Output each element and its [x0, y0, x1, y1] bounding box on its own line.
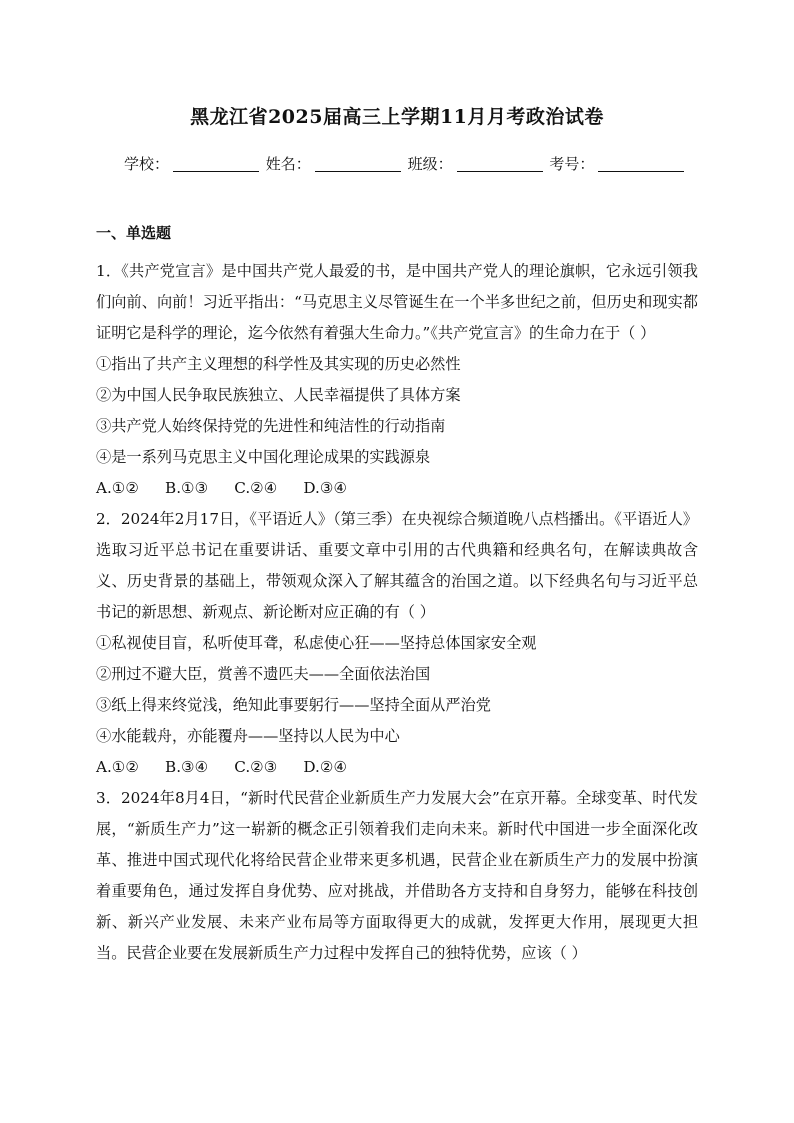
school-blank [173, 155, 259, 172]
question-stem: 3．2024年8月4日，“新时代民营企业新质生产力发展大会”在京开幕。全球变革、时代发展，“新质生产力”这一崭新的概念正引领着我们走向未来。新时代中国进一步全面深化改革、推进中国式现代化将给民营企业带来更多机遇，民营企业在新质生产力的发展中扮演着重要角色，通过发挥自身优势、应对挑战，并借助各方支持和自身努力，能够在科技创新、新兴产业发展、未来产业布局等方面取得更大的成就，发挥更大作用，展现更大担当。民营企业要在发展新质生产力过程中发挥自己的独特优势，应该（ ） [96, 789, 698, 962]
answer-b: B.①③ [165, 479, 209, 497]
option-item: ③共产党人始终保持党的先进性和纯洁性的行动指南 [96, 417, 446, 435]
answer-choices [96, 752, 698, 783]
class-blank [457, 155, 543, 172]
answer-d: D.③④ [303, 479, 348, 497]
question-stem: 2．2024年2月17日，《平语近人》（第三季）在央视综合频道晚八点档播出。《平语近人》选取习近平总书记在重要讲话、重要文章中引用的古代典籍和经典名句，在解读典故含义、历史背景的基础上，带领观众深入了解其蕴含的治国之道。以下经典名句与习近平总书记的新思想、新观点、新论断对应正确的有（ ） [96, 510, 698, 621]
option-item: ④是一系列马克思主义中国化理论成果的实践源泉 [96, 448, 431, 466]
questions [96, 256, 698, 969]
option-item: ①私视使目盲，私听使耳聋，私虑使心狂——坚持总体国家安全观 [96, 634, 537, 652]
name-label: 姓名： [265, 155, 311, 173]
answer-b: B.③④ [165, 758, 209, 776]
number-label: 考号： [549, 155, 595, 173]
number-blank [598, 155, 684, 172]
answer-a: A.①② [96, 479, 140, 497]
section-heading: 一、单选题 [96, 224, 172, 242]
option-item: ①指出了共产主义理想的科学性及其实现的历史必然性 [96, 355, 461, 373]
answer-c: C.②④ [234, 479, 278, 497]
answer-a: A.①② [96, 758, 140, 776]
question-1 [96, 256, 698, 504]
question-2 [96, 504, 698, 783]
page-title: 黑龙江省2025届高三上学期11月月考政治试卷 [190, 106, 604, 128]
option-item: ④水能载舟，亦能覆舟——坚持以人民为中心 [96, 727, 400, 745]
student-info-row [124, 153, 724, 174]
question-stem: 1．《共产党宣言》是中国共产党人最爱的书，是中国共产党人的理论旗帜，它永远引领我们向前、向前！习近平指出：“马克思主义尽管诞生在一个半多世纪之前，但历史和现实都证明它是科学的理论，迄今依然有着强大生命力。”《共产党宣言》的生命力在于（ ） [96, 262, 698, 342]
answer-d: D.②④ [303, 758, 348, 776]
question-3 [96, 783, 698, 969]
name-blank [315, 155, 401, 172]
option-item: ②刑过不避大臣，赏善不遗匹夫——全面依法治国 [96, 665, 431, 683]
answer-choices [96, 473, 698, 504]
class-label: 班级： [407, 155, 453, 173]
option-item: ③纸上得来终觉浅，绝知此事要躬行——坚持全面从严治党 [96, 696, 491, 714]
school-label: 学校： [124, 155, 170, 173]
answer-c: C.②③ [234, 758, 278, 776]
option-item: ②为中国人民争取民族独立、人民幸福提供了具体方案 [96, 386, 461, 404]
